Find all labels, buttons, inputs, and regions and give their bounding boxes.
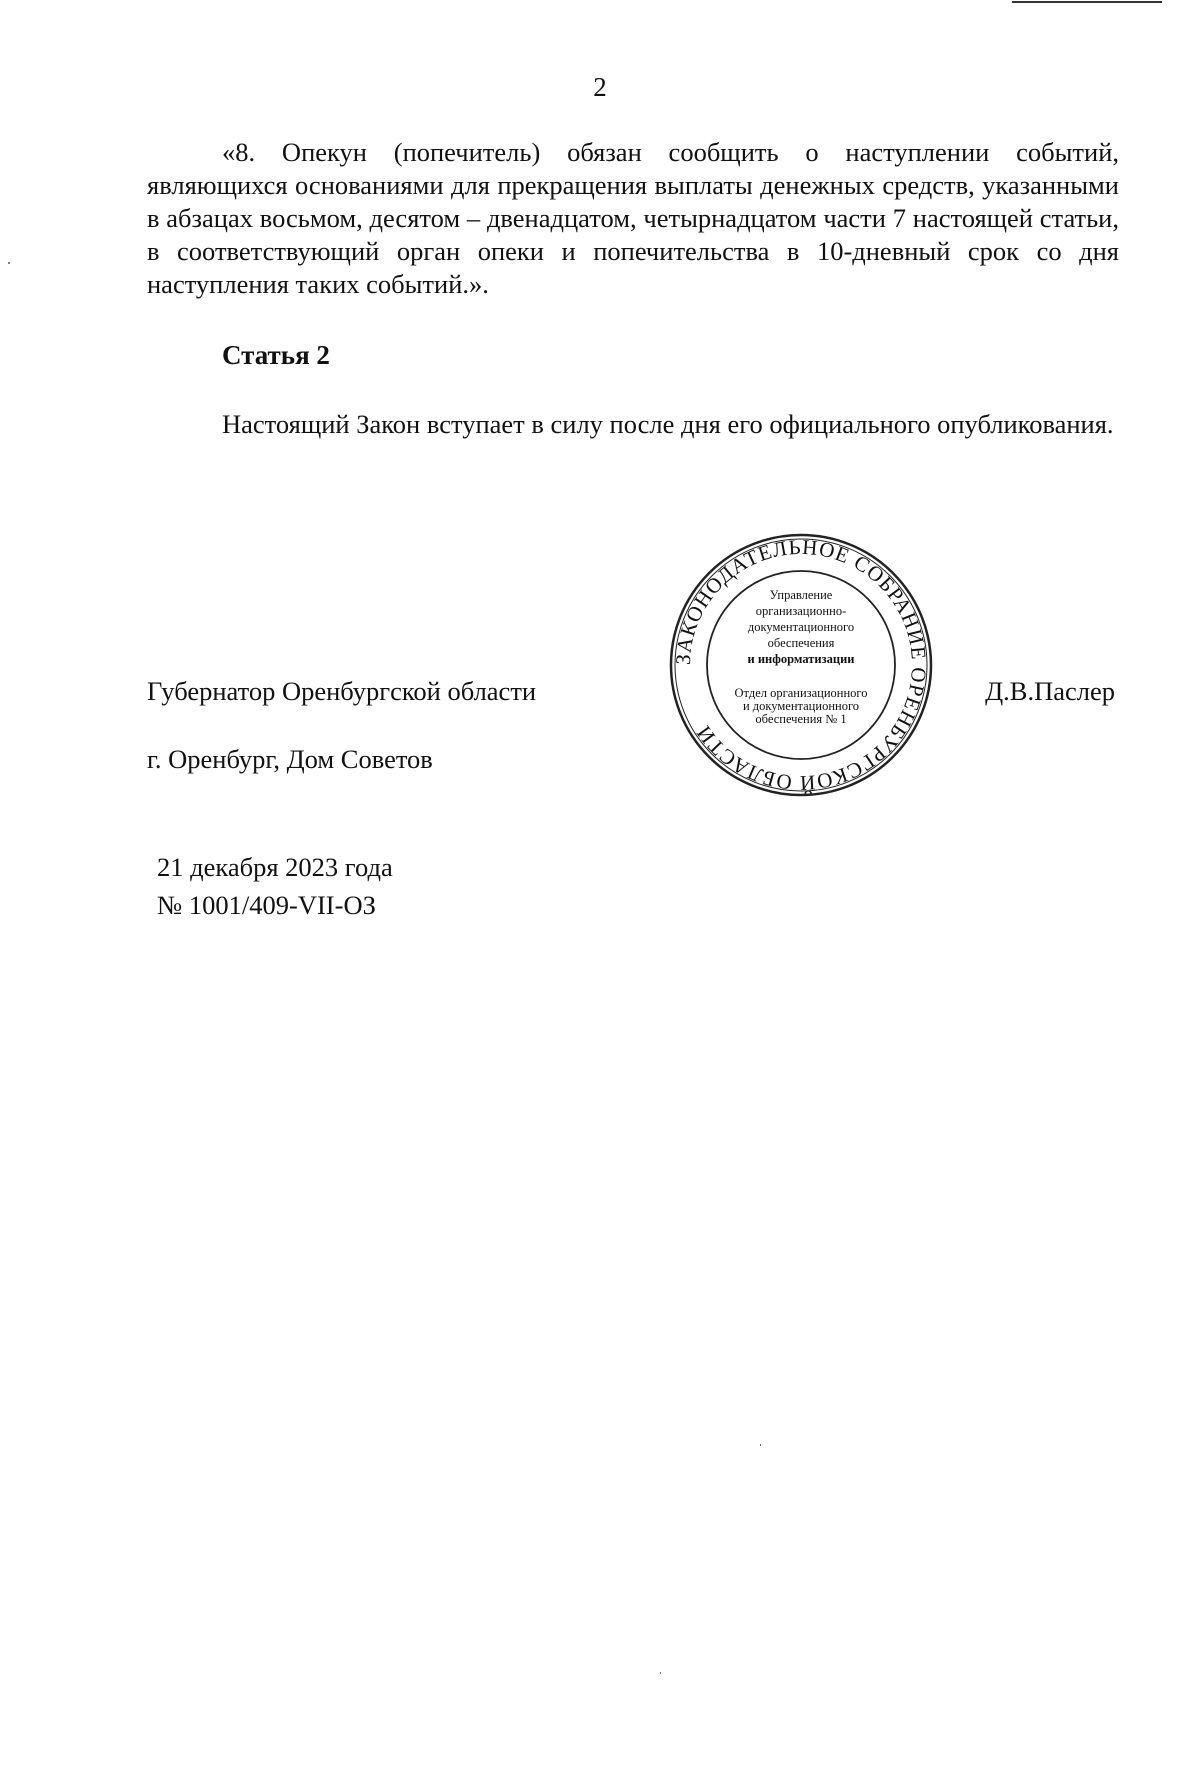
article-heading: Статья 2 <box>222 340 330 370</box>
official-seal <box>668 532 934 798</box>
seal-inner-line: обеспечения <box>767 636 835 650</box>
signing-place: г. Оренбург, Дом Советов <box>147 744 433 774</box>
governor-name: Д.В.Паслер <box>985 676 1115 706</box>
article-text: Настоящий Закон вступает в силу после дня его официального опубликования. <box>222 409 1114 439</box>
seal-inner-line: Управление <box>769 588 833 602</box>
scan-speck <box>760 1444 761 1446</box>
top-edge-rule <box>1012 1 1162 3</box>
seal-lower-line: обеспечения № 1 <box>755 712 847 726</box>
seal-inner-line: документационного <box>747 620 855 634</box>
seal-inner-line: организационно- <box>755 604 847 618</box>
law-date: 21 декабря 2023 года <box>157 852 393 882</box>
law-number: № 1001/409-VII-ОЗ <box>157 890 376 920</box>
seal-lower-line: Отдел организационного <box>734 686 868 700</box>
page-number: 2 <box>593 72 607 102</box>
scan-speck <box>660 1672 661 1674</box>
scan-speck <box>8 262 10 264</box>
seal-lower-line: и документационного <box>742 699 860 713</box>
seal-inner-line: и информатизации <box>747 652 855 666</box>
governor-title: Губернатор Оренбургской области <box>147 676 537 706</box>
seal-outer-text: ЗАКОНОДАТЕЛЬНОЕ СОБРАНИЕ ОРЕНБУРГСКОЙ ОБЛАСТИ <box>670 534 932 796</box>
paragraph-8: «8. Опекун (попечитель) обязан сообщить о наступлении событий, являющихся основаниями для прекращения выплаты денежных средств, указанными в абзацах восьмом, десятом – двенадцатом, четырнадцатом части 7 настоящей статьи, в соответствующий орган опеки и попечительства в 10-дневный срок со дня наступления таких событий.». <box>147 137 1119 299</box>
